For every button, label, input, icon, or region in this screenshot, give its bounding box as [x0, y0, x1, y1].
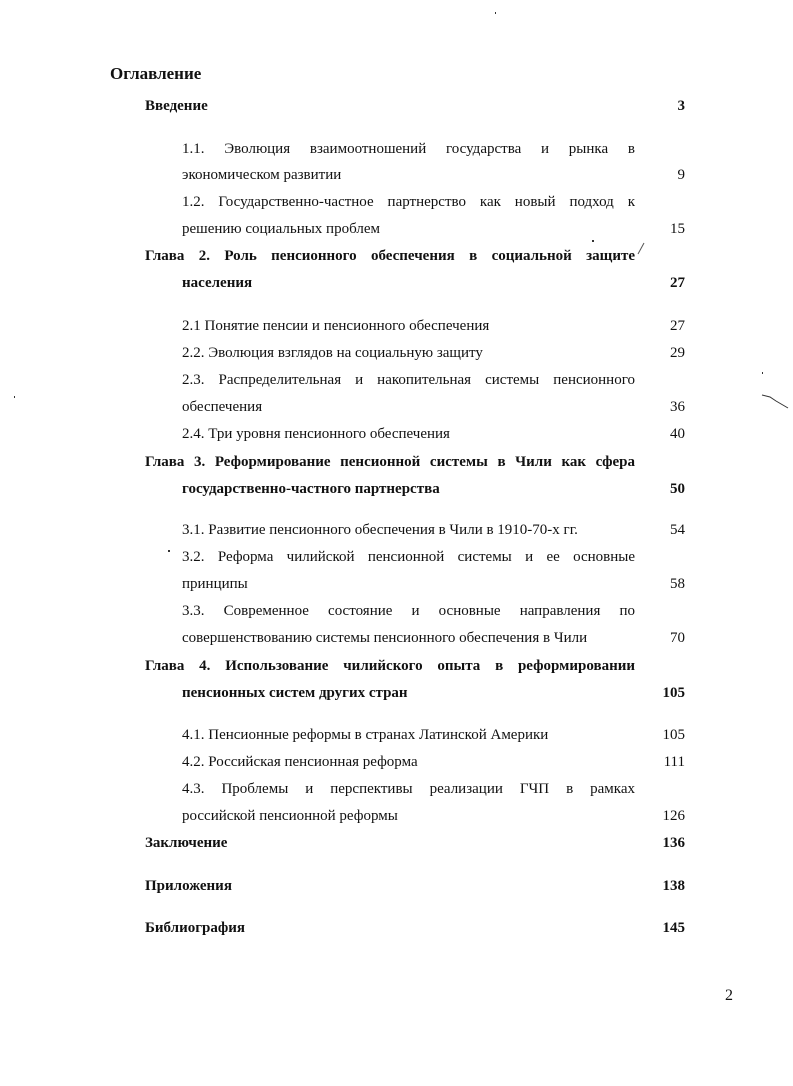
toc-s3-3-line2: совершенствованию системы пенсионного обеспечения в Чили	[182, 630, 588, 646]
toc-ch2-line2: населения	[182, 275, 253, 291]
toc-intro: Введение	[145, 98, 208, 114]
toc-s4-3-page: 126	[662, 808, 685, 824]
toc-ch4-line2: пенсионных систем других стран	[182, 685, 408, 701]
toc-s1-1-line2: экономическом развитии	[182, 167, 342, 183]
scan-speck	[14, 396, 15, 398]
toc-appendix-page: 138	[662, 878, 685, 894]
scan-speck	[495, 12, 496, 14]
toc-s3-2-line1: 3.2. Реформа чилийской пенсионной системы и ее основные	[182, 549, 635, 565]
toc-s1-2-page: 15	[670, 221, 685, 237]
toc-ch2-page: 27	[670, 275, 685, 291]
toc-appendix: Приложения	[145, 878, 232, 894]
toc-s2-4-page: 40	[670, 426, 685, 442]
toc-s3-2-line2: принципы	[182, 576, 248, 592]
toc-s2-3-line1: 2.3. Распределительная и накопительная системы пенсионного	[182, 372, 635, 388]
toc-s2-3-page: 36	[670, 399, 685, 415]
toc-s2-1: 2.1 Понятие пенсии и пенсионного обеспечения	[182, 318, 490, 334]
toc-s2-2: 2.2. Эволюция взглядов на социальную защиту	[182, 345, 483, 361]
toc-s3-2-page: 58	[670, 576, 685, 592]
toc-ch4-line1: Глава 4. Использование чилийского опыта в реформировании	[145, 658, 635, 674]
toc-s4-1-page: 105	[662, 727, 685, 743]
toc-s3-1: 3.1. Развитие пенсионного обеспечения в Чили в 1910-70-х гг.	[182, 522, 578, 538]
toc-s3-3-line1: 3.3. Современное состояние и основные направления по	[182, 603, 635, 619]
toc-s1-1-page: 9	[677, 167, 685, 183]
toc-s3-1-page: 54	[670, 522, 685, 538]
toc-ch2-line1: Глава 2. Роль пенсионного обеспечения в социальной защите	[145, 248, 635, 264]
toc-intro-page: 3	[677, 98, 685, 114]
toc-bibliography-page: 145	[662, 920, 685, 936]
toc-s4-2: 4.2. Российская пенсионная реформа	[182, 754, 418, 770]
toc-s2-1-page: 27	[670, 318, 685, 334]
toc-s2-3-line2: обеспечения	[182, 399, 263, 415]
toc-conclusion: Заключение	[145, 835, 228, 851]
toc-s2-4: 2.4. Три уровня пенсионного обеспечения	[182, 426, 450, 442]
toc-ch3-line2: государственно-частного партнерства	[182, 481, 440, 497]
scan-speck	[168, 550, 170, 552]
scan-speck	[762, 372, 763, 374]
toc-ch3-line1: Глава 3. Реформирование пенсионной системы в Чили как сфера	[145, 454, 635, 470]
page-number: 2	[725, 987, 733, 1004]
toc-s1-2-line2: решению социальных проблем	[182, 221, 380, 237]
toc-s4-2-page: 111	[663, 754, 685, 770]
toc-ch4-page: 105	[662, 685, 685, 701]
scan-mark	[760, 392, 790, 410]
toc-s4-1: 4.1. Пенсионные реформы в странах Латинской Америки	[182, 727, 549, 743]
scan-mark	[636, 242, 646, 256]
toc-bibliography: Библиография	[145, 920, 246, 936]
toc-s2-2-page: 29	[670, 345, 685, 361]
toc-s1-2-line1: 1.2. Государственно-частное партнерство как новый подход к	[182, 194, 635, 210]
toc-ch3-page: 50	[670, 481, 685, 497]
toc-conclusion-page: 136	[662, 835, 685, 851]
toc-s3-3-page: 70	[670, 630, 685, 646]
toc-s4-3-line2: российской пенсионной реформы	[182, 808, 398, 824]
page-title: Оглавление	[110, 64, 202, 83]
toc-s4-3-line1: 4.3. Проблемы и перспективы реализации ГЧП в рамках	[182, 781, 635, 797]
scan-speck	[592, 240, 594, 242]
toc-s1-1-line1: 1.1. Эволюция взаимоотношений государства и рынка в	[182, 141, 635, 157]
